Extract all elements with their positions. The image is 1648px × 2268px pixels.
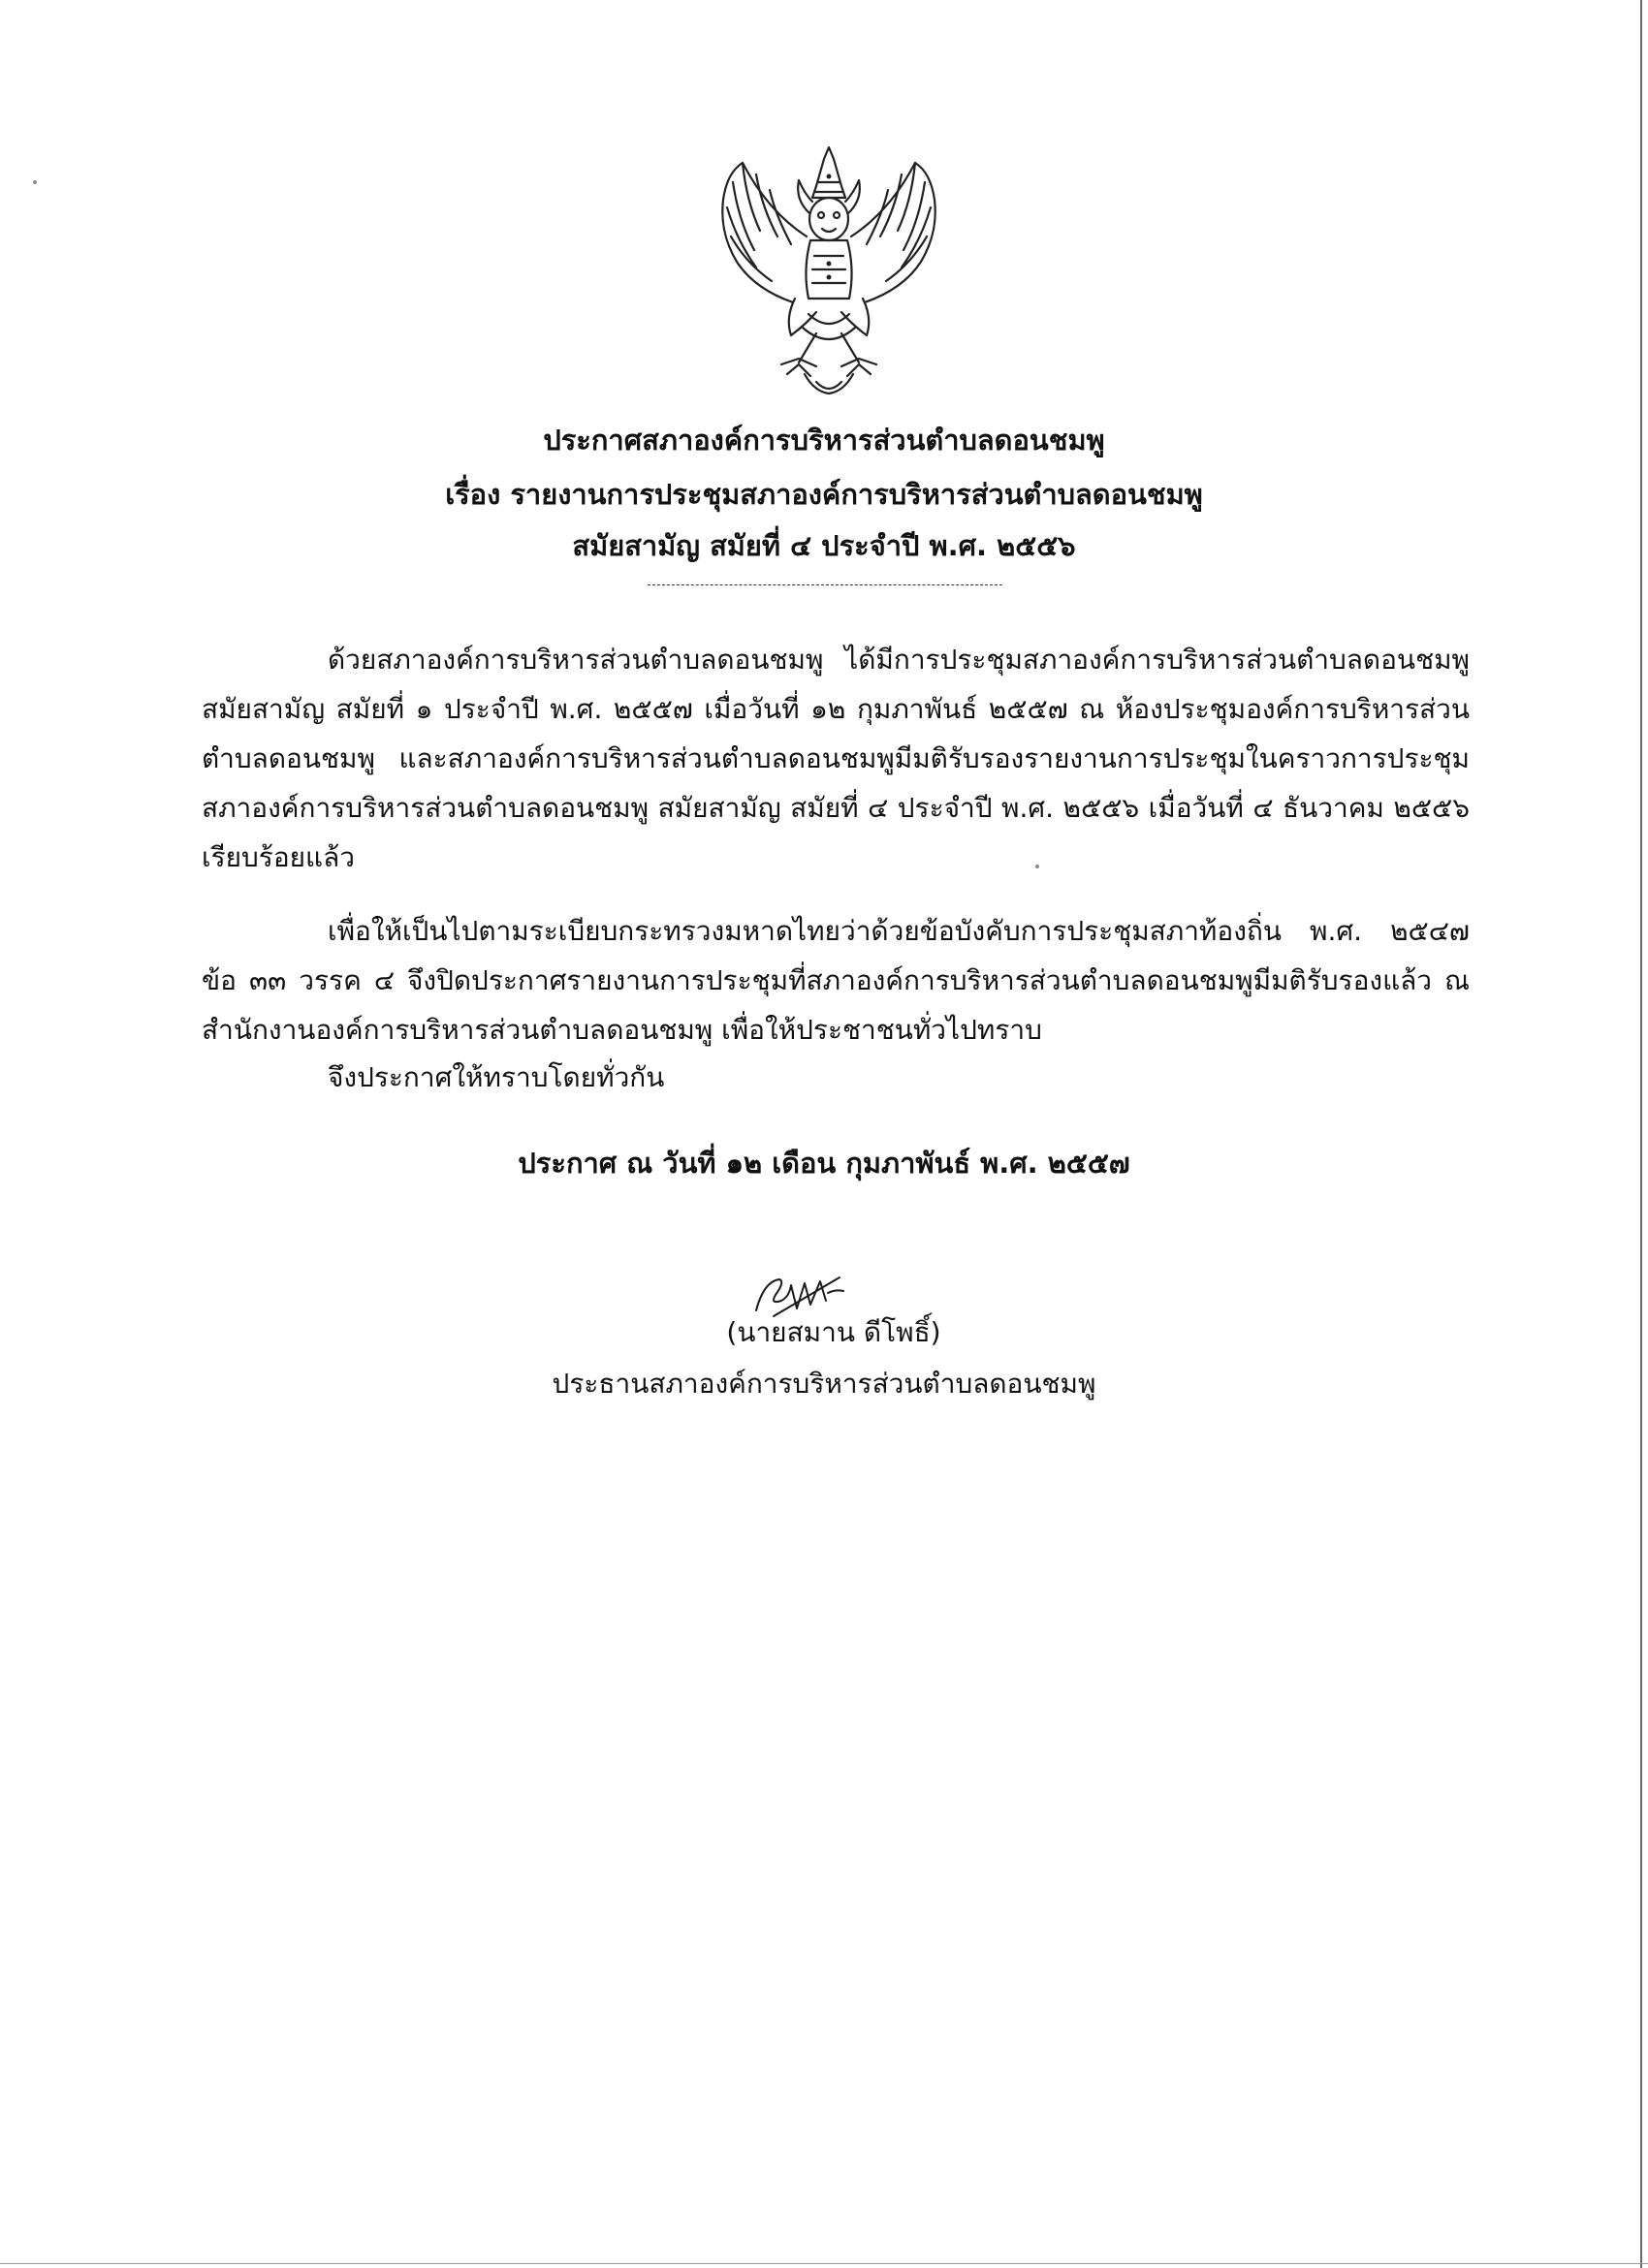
body-paragraph-1: ด้วยสภาองค์การบริหารส่วนตำบลดอนชมพู ได้มีการประชุมสภาองค์การบริหารส่วนตำบลดอนชมพู สมัยสามัญ สมัยที่ ๑ ประจำปี พ.ศ. ๒๕๕๗ เมื่อวันที่ ๑๒ กุมภาพันธ์ ๒๕๕๗ ณ ห้องประชุมองค์การบริหารส่วนตำบลดอนชมพู และสภาองค์การบริหารส่วนตำบลดอนชมพูมีมติรับรองรายงานการประชุมในคราวการประชุมสภาองค์การบริหารส่วนตำบลดอนชมพู สมัยสามัญ สมัยที่ ๔ ประจำปี พ.ศ. ๒๕๕๖ เมื่อวันที่ ๔ ธันวาคม ๒๕๕๖ เรียบร้อยแล้ว: [202, 644, 1470, 873]
scan-speck: [33, 180, 37, 184]
announcement-title: ประกาศสภาองค์การบริหารส่วนตำบลดอนชมพู: [543, 424, 1105, 457]
heading-divider: [648, 584, 1002, 585]
signatory-position: ประธานสภาองค์การบริหารส่วนตำบลดอนชมพู: [552, 1368, 1096, 1400]
body-paragraph-2: เพื่อให้เป็นไปตามระเบียบกระทรวงมหาดไทยว่าด้วยข้อบังคับการประชุมสภาท้องถิ่น พ.ศ. ๒๕๔๗ ข้อ ๓๓ วรรค ๔ จึงปิดประกาศรายงานการประชุมที่สภาองค์การบริหารส่วนตำบลดอนชมพูมีมติรับรองแล้ว ณ สำนักงานองค์การบริหารส่วนตำบลดอนชมพู เพื่อให้ประชาชนทั่วไปทราบ: [202, 915, 1470, 1046]
announcement-session: สมัยสามัญ สมัยที่ ๔ ประจำปี พ.ศ. ๒๕๕๖: [572, 529, 1076, 562]
closing-statement: จึงประกาศให้ทราบโดยทั่วกัน: [328, 1061, 665, 1093]
scan-edge-bottom: [0, 2263, 1648, 2264]
garuda-emblem-icon: [698, 143, 960, 397]
signatory-name: (นายสมาน ดีโพธิ์): [726, 1316, 941, 1348]
announcement-subject: เรื่อง รายงานการประชุมสภาองค์การบริหารส่วนตำบลดอนชมพู: [445, 478, 1203, 511]
scan-edge-right: [1640, 0, 1642, 2268]
announcement-date: ประกาศ ณ วันที่ ๑๒ เดือน กุมภาพันธ์ พ.ศ. ๒๕๕๗: [518, 1147, 1130, 1180]
